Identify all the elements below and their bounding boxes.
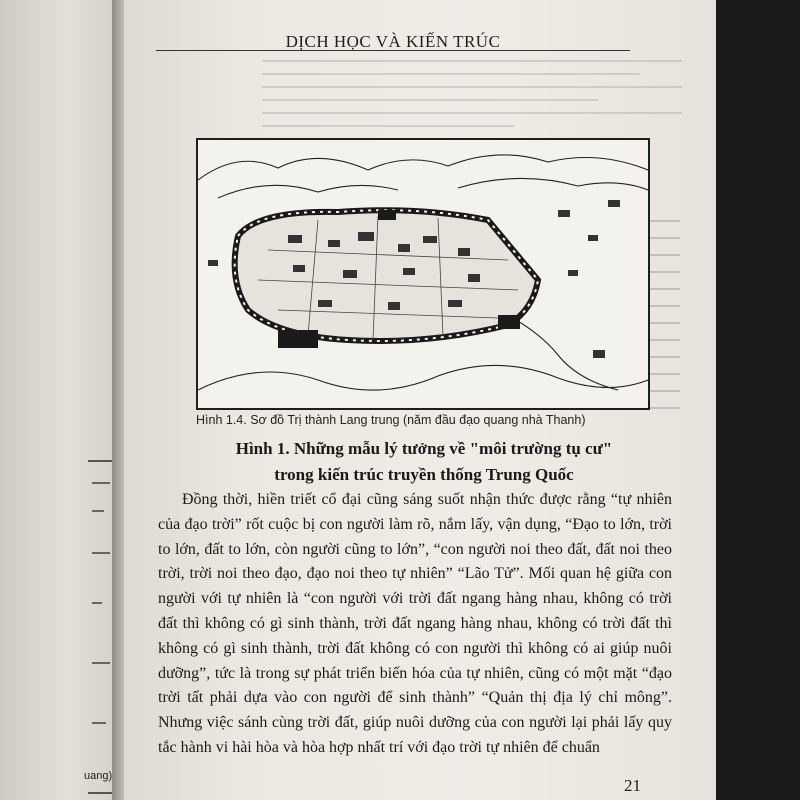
city-map-illustration: [196, 138, 650, 410]
background-edge: [716, 0, 800, 800]
figure-title-line-1: Hình 1. Những mẫu lý tưởng về "môi trường tụ cư": [235, 439, 613, 458]
left-page-caption: uang): [84, 770, 113, 782]
body-text: [158, 488, 672, 761]
body-paragraph: Đồng thời, hiền triết cổ đại cũng sáng suốt nhận thức được rằng “tự nhiên của đạo trời” rốt cuộc bị con người làm rõ, nắm lấy, vận dụng, “Đạo to lớn, trời to lớn, đất to lớn, còn người cũng to lớn”, “con người noi theo đất, đất noi theo trời, trời noi theo đạo, đạo noi theo tự nhiên” “Lão Tử”. Mối quan hệ giữa con người với tự nhiên là “con người với trời đất ngang hàng nhau, không có trời đất thì không có gì sinh thành, trời đất ngang hàng nhau, không có trời đất thì không có gì sinh thành, trời đất không có con người thì không có ai giúp nuôi dưỡng”, tức là trong sự phát triển biến hóa của tự nhiên, cũng có một mặt “đạo trời tất phải dựa vào con người để sinh thành” “Quản thị địa lý chỉ mông”. Nhưng việc sánh cùng trời đất, giúp nuôi dưỡng của con người lại phải lấy quy tắc hành vi hài hòa và hòa hợp nhất trí với đạo trời tự nhiên để chuẩn: [158, 491, 672, 756]
walled-city-drawing: [198, 140, 648, 408]
left-page: [0, 0, 112, 800]
figure-title-line-2: trong kiến trúc truyền thống Trung Quốc: [274, 465, 574, 484]
figure-caption: Hình 1.4. Sơ đồ Trị thành Lang trung (năm đầu đạo quang nhà Thanh): [196, 413, 586, 427]
figure-title: [190, 436, 658, 488]
page-number: 21: [624, 776, 641, 795]
running-header: DỊCH HỌC VÀ KIẾN TRÚC: [156, 24, 630, 51]
